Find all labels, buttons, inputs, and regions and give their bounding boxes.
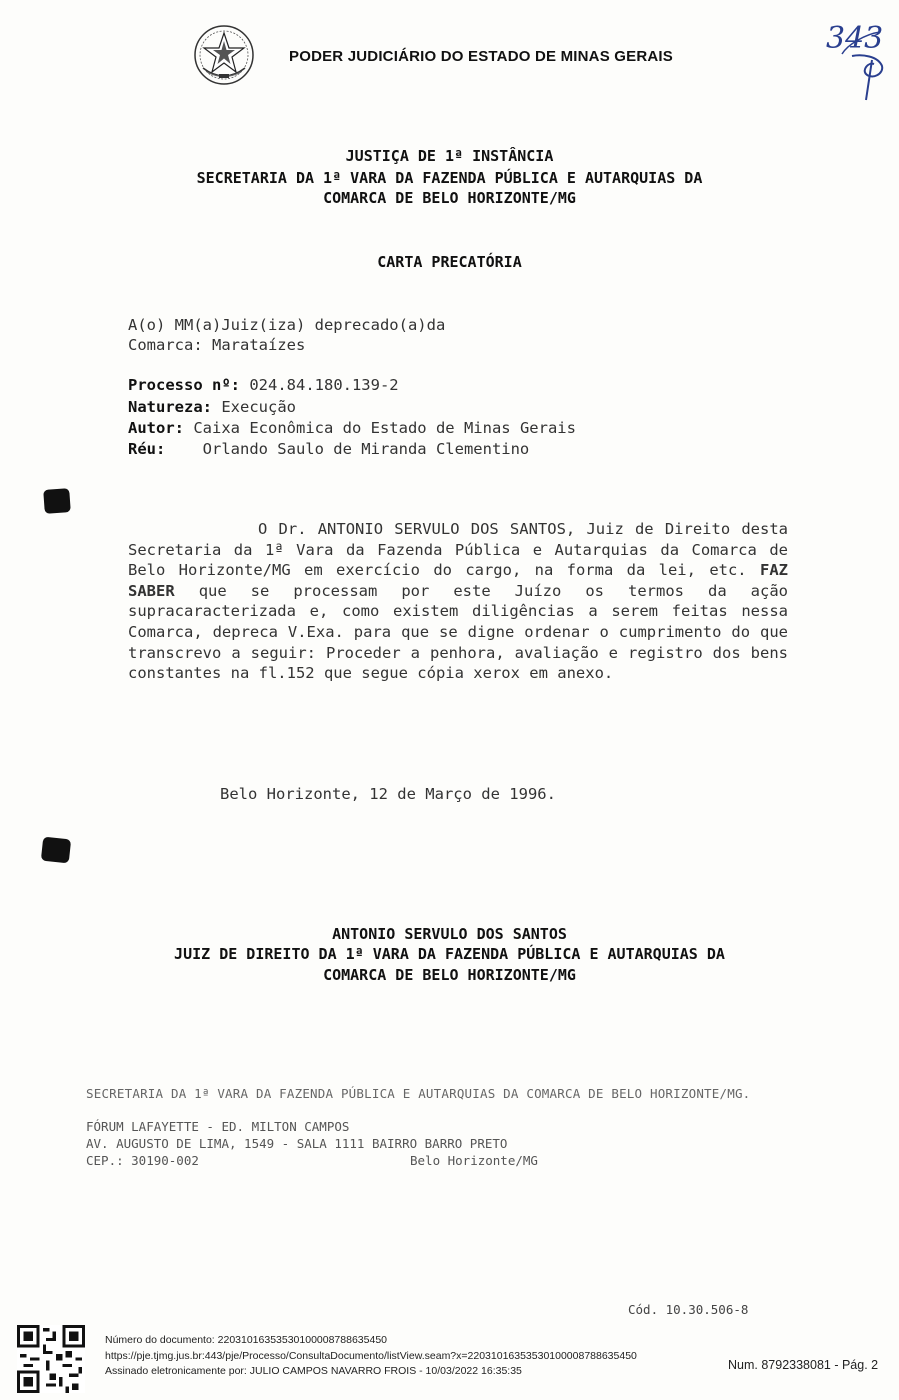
form-code: Cód. 10.30.506-8 [628, 1302, 749, 1317]
coat-of-arms-seal [193, 24, 255, 86]
signature-name: ANTONIO SERVULO DOS SANTOS [332, 925, 567, 943]
autor-label: Autor: [128, 419, 184, 437]
handwritten-page-number [822, 14, 892, 104]
electronic-signature: Assinado eletronicamente por: JULIO CAMPOS NAVARRO FROIS - 10/03/2022 16:35:35 [105, 1365, 522, 1377]
autor-value: Caixa Econômica do Estado de Minas Gerais [193, 419, 576, 437]
court-secretaria: SECRETARIA DA 1ª VARA DA FAZENDA PÚBLICA E AUTARQUIAS DA [196, 169, 703, 187]
natureza-label: Natureza: [128, 398, 212, 416]
header-title: PODER JUDICIÁRIO DO ESTADO DE MINAS GERAIS [289, 48, 673, 65]
qr-code-icon [17, 1325, 85, 1393]
document-url[interactable]: https://pje.tjmg.jus.br:443/pje/Processo/ConsultaDocumento/listView.seam?x=22031016353530100008788635450 [105, 1350, 637, 1362]
body-part2: que se processam por este Juízo os termos da ação supracaracterizada e, como existem diligências a serem feitas nessa Comarca, depreca V.Exa. para que se digne ordenar o cumprimento do que transcrevo a seguir: Proceder a penhora, avaliação e registro dos bens constantes na fl.152 que segue cópia xerox em anexo. [128, 581, 788, 683]
punch-hole-mark [41, 837, 71, 864]
addressee-comarca: Comarca: Marataízes [128, 336, 306, 350]
field-autor [128, 419, 576, 437]
page-number: Num. 8792338081 - Pág. 2 [728, 1358, 879, 1372]
footer-address: AV. AUGUSTO DE LIMA, 1549 - SALA 1111 BAIRRO BARRO PRETO [86, 1136, 508, 1151]
processo-label: Processo nº: [128, 376, 240, 394]
natureza-value: Execução [221, 398, 296, 416]
court-comarca: COMARCA DE BELO HORIZONTE/MG [323, 189, 576, 207]
footer-cep: CEP.: 30190-002 [86, 1153, 199, 1168]
court-instance: JUSTIÇA DE 1ª INSTÂNCIA [345, 147, 554, 165]
body-part1: O Dr. ANTONIO SERVULO DOS SANTOS, Juiz de Direito desta Secretaria da 1ª Vara da Fazenda Pública e Autarquias da Comarca de Belo Horizonte/MG em exercício do cargo, na forma da lei, etc. [128, 520, 788, 580]
field-reu [128, 440, 529, 458]
reu-label: Réu: [128, 440, 166, 458]
punch-hole-mark [43, 488, 71, 514]
footer-forum: FÓRUM LAFAYETTE - ED. MILTON CAMPOS [86, 1119, 350, 1134]
field-natureza [128, 398, 296, 416]
field-processo [128, 376, 399, 394]
footer-secretaria: SECRETARIA DA 1ª VARA DA FAZENDA PÚBLICA E AUTARQUIAS DA COMARCA DE BELO HORIZONTE/MG. [86, 1086, 751, 1101]
body-bold-faz-saber: FAZ SABER [128, 561, 788, 600]
document-type: CARTA PRECATÓRIA [377, 253, 522, 271]
reu-value: Orlando Saulo de Miranda Clementino [202, 440, 530, 458]
date-line: Belo Horizonte, 12 de Março de 1996. [220, 785, 556, 803]
document-number: Número do documento: 22031016353530100008788635450 [105, 1334, 387, 1346]
processo-value: 024.84.180.139-2 [249, 376, 399, 394]
footer-city: Belo Horizonte/MG [410, 1153, 538, 1168]
svg-text:343: 343 [826, 21, 884, 56]
addressee-line: A(o) MM(a)Juiz(iza) deprecado(a)da [128, 316, 446, 334]
signature-comarca: COMARCA DE BELO HORIZONTE/MG [323, 966, 576, 984]
signature-title: JUIZ DE DIREITO DA 1ª VARA DA FAZENDA PÚBLICA E AUTARQUIAS DA [174, 945, 725, 963]
body-paragraph [128, 519, 788, 684]
